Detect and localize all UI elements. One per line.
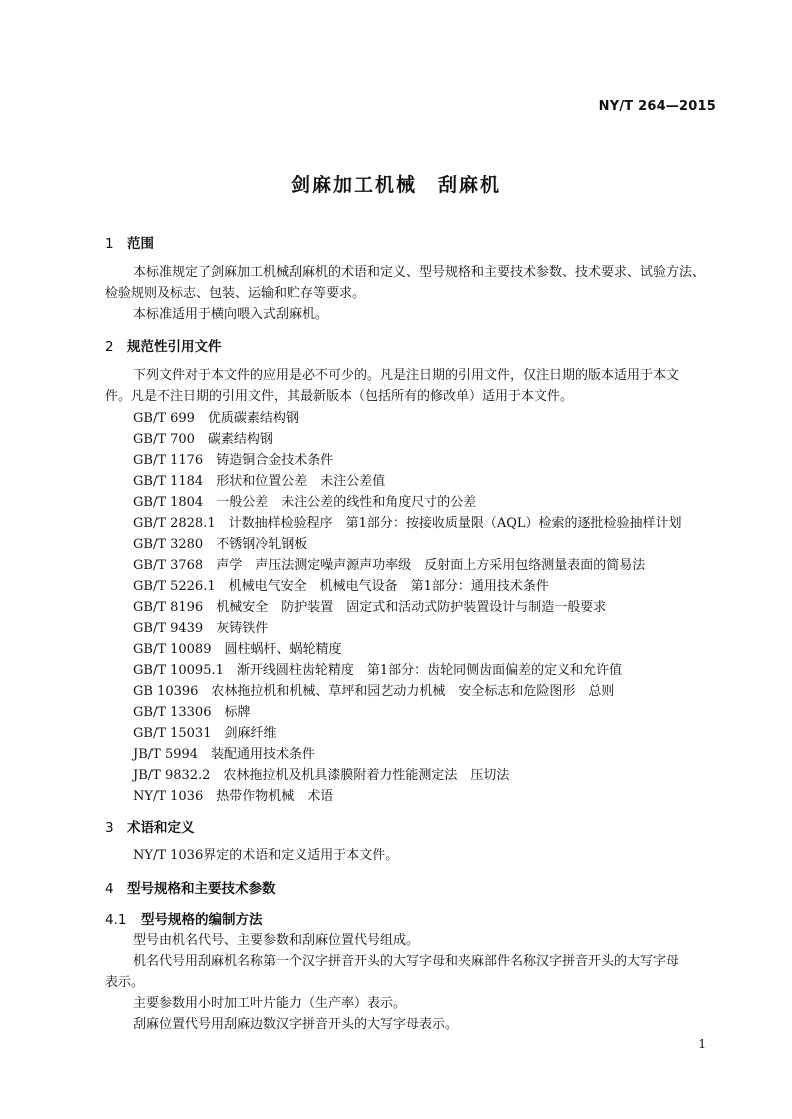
- reference-item: GB/T 2828.1 计数抽样检验程序 第1部分：按接收质量限（AQL）检索的逐批检验抽样计划: [133, 516, 682, 531]
- scope-paragraph-line: 本标准规定了剑麻加工机械刮麻机的术语和定义、型号规格和主要技术参数、技术要求、试验方法、: [133, 265, 706, 280]
- reference-item: GB/T 10089 圆柱蜗杆、蜗轮精度: [133, 642, 342, 657]
- page-number: 1: [698, 1037, 706, 1051]
- document-title: 剑麻加工机械 刮麻机: [290, 174, 501, 196]
- model-paragraph-line: 机名代号用刮麻机名称第一个汉字拼音开头的大写字母和夹麻部件名称汉字拼音开头的大写字母: [133, 954, 680, 969]
- document-code: NY/T 264—2015: [598, 99, 716, 114]
- reference-item: GB/T 13306 标牌: [133, 705, 251, 720]
- reference-item: GB/T 15031 剑麻纤维: [133, 726, 277, 741]
- section-title: 术语和定义: [127, 820, 195, 836]
- section-number: 1: [105, 236, 114, 252]
- section-4-heading: [105, 877, 276, 897]
- reference-item: GB/T 5226.1 机械电气安全 机械电气设备 第1部分：通用技术条件: [133, 579, 549, 594]
- reference-item: GB/T 8196 机械安全 防护装置 固定式和活动式防护装置设计与制造一般要求: [133, 600, 607, 615]
- section-title: 规范性引用文件: [127, 339, 222, 355]
- reference-item: GB/T 1176 铸造铜合金技术条件: [133, 453, 334, 468]
- section-2-heading: [105, 335, 222, 355]
- section-title: 型号规格和主要技术参数: [127, 881, 276, 897]
- scope-paragraph-line: 检验规则及标志、包装、运输和贮存等要求。: [105, 286, 366, 301]
- scope-paragraph-line: 本标准适用于横向喂入式刮麻机。: [133, 307, 329, 322]
- section-3-heading: [105, 816, 195, 836]
- reference-item: GB/T 1184 形状和位置公差 未注公差值: [133, 474, 386, 489]
- reference-item: GB/T 699 优质碳素结构钢: [133, 411, 299, 426]
- subsection-title: 型号规格的编制方法: [141, 912, 263, 928]
- reference-item: GB/T 10095.1 渐开线圆柱齿轮精度 第1部分：齿轮同侧齿面偏差的定义和允许值: [133, 663, 623, 678]
- model-paragraph-line: 型号由机名代号、主要参数和刮麻位置代号组成。: [133, 933, 420, 948]
- reference-item: JB/T 5994 装配通用技术条件: [133, 747, 316, 762]
- terms-paragraph: NY/T 1036界定的术语和定义适用于本文件。: [133, 848, 399, 863]
- section-number: 4: [105, 881, 114, 897]
- model-paragraph-line: 主要参数用小时加工叶片能力（生产率）表示。: [133, 996, 407, 1011]
- reference-item: GB/T 3768 声学 声压法测定噪声源声功率级 反射面上方采用包络测量表面的简易法: [133, 558, 646, 573]
- reference-item: NY/T 1036 热带作物机械 术语: [133, 789, 334, 804]
- section-number: 2: [105, 339, 114, 355]
- references-intro-line: 件。凡是不注日期的引用文件，其最新版本（包括所有的修改单）适用于本文件。: [105, 389, 574, 404]
- reference-item: GB 10396 农林拖拉机和机械、草坪和园艺动力机械 安全标志和危险图形 总则: [133, 684, 615, 699]
- section-1-heading: [105, 232, 154, 252]
- reference-item: GB/T 700 碳素结构钢: [133, 432, 273, 447]
- model-paragraph-line: 刮麻位置代号用刮麻边数汉字拼音开头的大写字母表示。: [133, 1017, 459, 1032]
- section-title: 范围: [127, 236, 154, 252]
- reference-item: JB/T 9832.2 农林拖拉机及机具漆膜附着力性能测定法 压切法: [133, 768, 510, 783]
- subsection-4-1-heading: [105, 908, 263, 928]
- section-number: 3: [105, 820, 114, 836]
- references-intro-line: 下列文件对于本文件的应用是必不可少的。凡是注日期的引用文件，仅注日期的版本适用于本文: [133, 368, 680, 383]
- reference-item: GB/T 3280 不锈钢冷轧钢板: [133, 537, 308, 552]
- reference-item: GB/T 9439 灰铸铁件: [133, 621, 269, 636]
- reference-item: GB/T 1804 一般公差 未注公差的线性和角度尺寸的公差: [133, 495, 477, 510]
- subsection-number: 4.1: [105, 912, 127, 928]
- model-paragraph-line: 表示。: [105, 975, 145, 990]
